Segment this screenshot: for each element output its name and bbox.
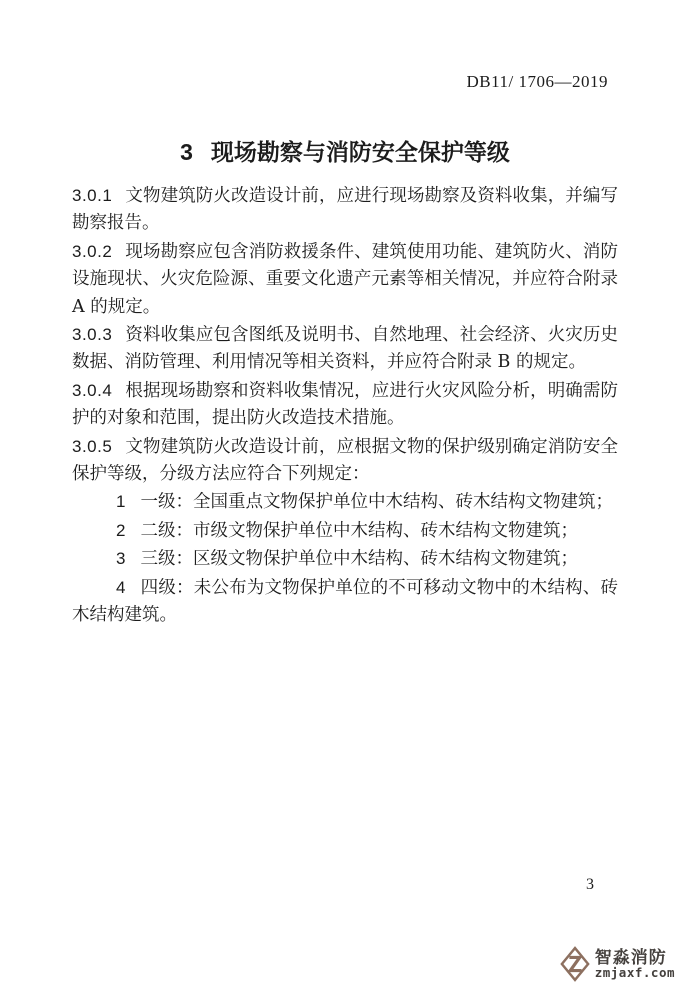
clause-number: 3.0.4 <box>72 380 113 400</box>
paragraph-3-0-2 <box>72 238 618 321</box>
paragraph-3-0-5 <box>72 433 618 489</box>
list-item-2 <box>72 517 618 545</box>
item-number: 2 <box>116 520 126 540</box>
paragraph-3-0-4 <box>72 377 618 433</box>
clause-number: 3.0.1 <box>72 186 113 205</box>
item-number: 4 <box>116 577 126 597</box>
diamond-z-logo-icon <box>560 946 590 982</box>
paragraph-3-0-1 <box>72 182 618 238</box>
chapter-number: 3 <box>180 139 193 165</box>
clause-text: 现场勘察应包含消防救援条件、建筑使用功能、建筑防火、消防设施现状、火灾危险源、重要文化遗产元素等相关情况，并应符合附录 A 的规定。 <box>72 241 618 317</box>
item-number: 3 <box>116 549 126 569</box>
clause-text: 资料收集应包含图纸及说明书、自然地理、社会经济、火灾历史数据、消防管理、利用情况等相关资料，并应符合附录 B 的规定。 <box>72 325 618 373</box>
clause-number: 3.0.3 <box>72 325 113 345</box>
item-text: 二级：市级文物保护单位中木结构、砖木结构文物建筑； <box>140 520 578 541</box>
clause-text: 根据现场勘察和资料收集情况，应进行火灾风险分析，明确需防护的对象和范围，提出防火改造技术措施。 <box>72 380 618 429</box>
chapter-title <box>0 134 690 167</box>
clause-number: 3.0.2 <box>72 241 113 261</box>
item-text: 三级：区级文物保护单位中木结构、砖木结构文物建筑； <box>140 549 578 570</box>
clause-text: 文物建筑防火改造设计前，应根据文物的保护级别确定消防安全保护等级，分级方法应符合下列规定： <box>72 436 618 485</box>
watermark <box>560 946 675 982</box>
list-item-1 <box>72 488 618 516</box>
item-text: 四级：未公布为文物保护单位的不可移动文物中的木结构、砖木结构建筑。 <box>72 577 618 626</box>
list-item-3 <box>72 545 618 573</box>
item-number: 1 <box>116 492 126 512</box>
watermark-domain: zmjaxf.com <box>594 965 675 981</box>
page-number: 3 <box>586 876 594 893</box>
watermark-text <box>595 949 675 980</box>
list-item-4 <box>72 574 618 630</box>
clause-text: 文物建筑防火改造设计前，应进行现场勘察及资料收集，并编写勘察报告。 <box>72 186 618 234</box>
document-body <box>72 182 618 630</box>
document-code: DB11/ 1706—2019 <box>466 72 608 91</box>
watermark-brand: 智淼消防 <box>594 947 667 967</box>
item-text: 一级：全国重点文物保护单位中木结构、砖木结构文物建筑； <box>140 492 613 513</box>
paragraph-3-0-3 <box>72 321 618 377</box>
clause-number: 3.0.5 <box>72 436 113 456</box>
chapter-title-text: 现场勘察与消防安全保护等级 <box>210 139 510 165</box>
